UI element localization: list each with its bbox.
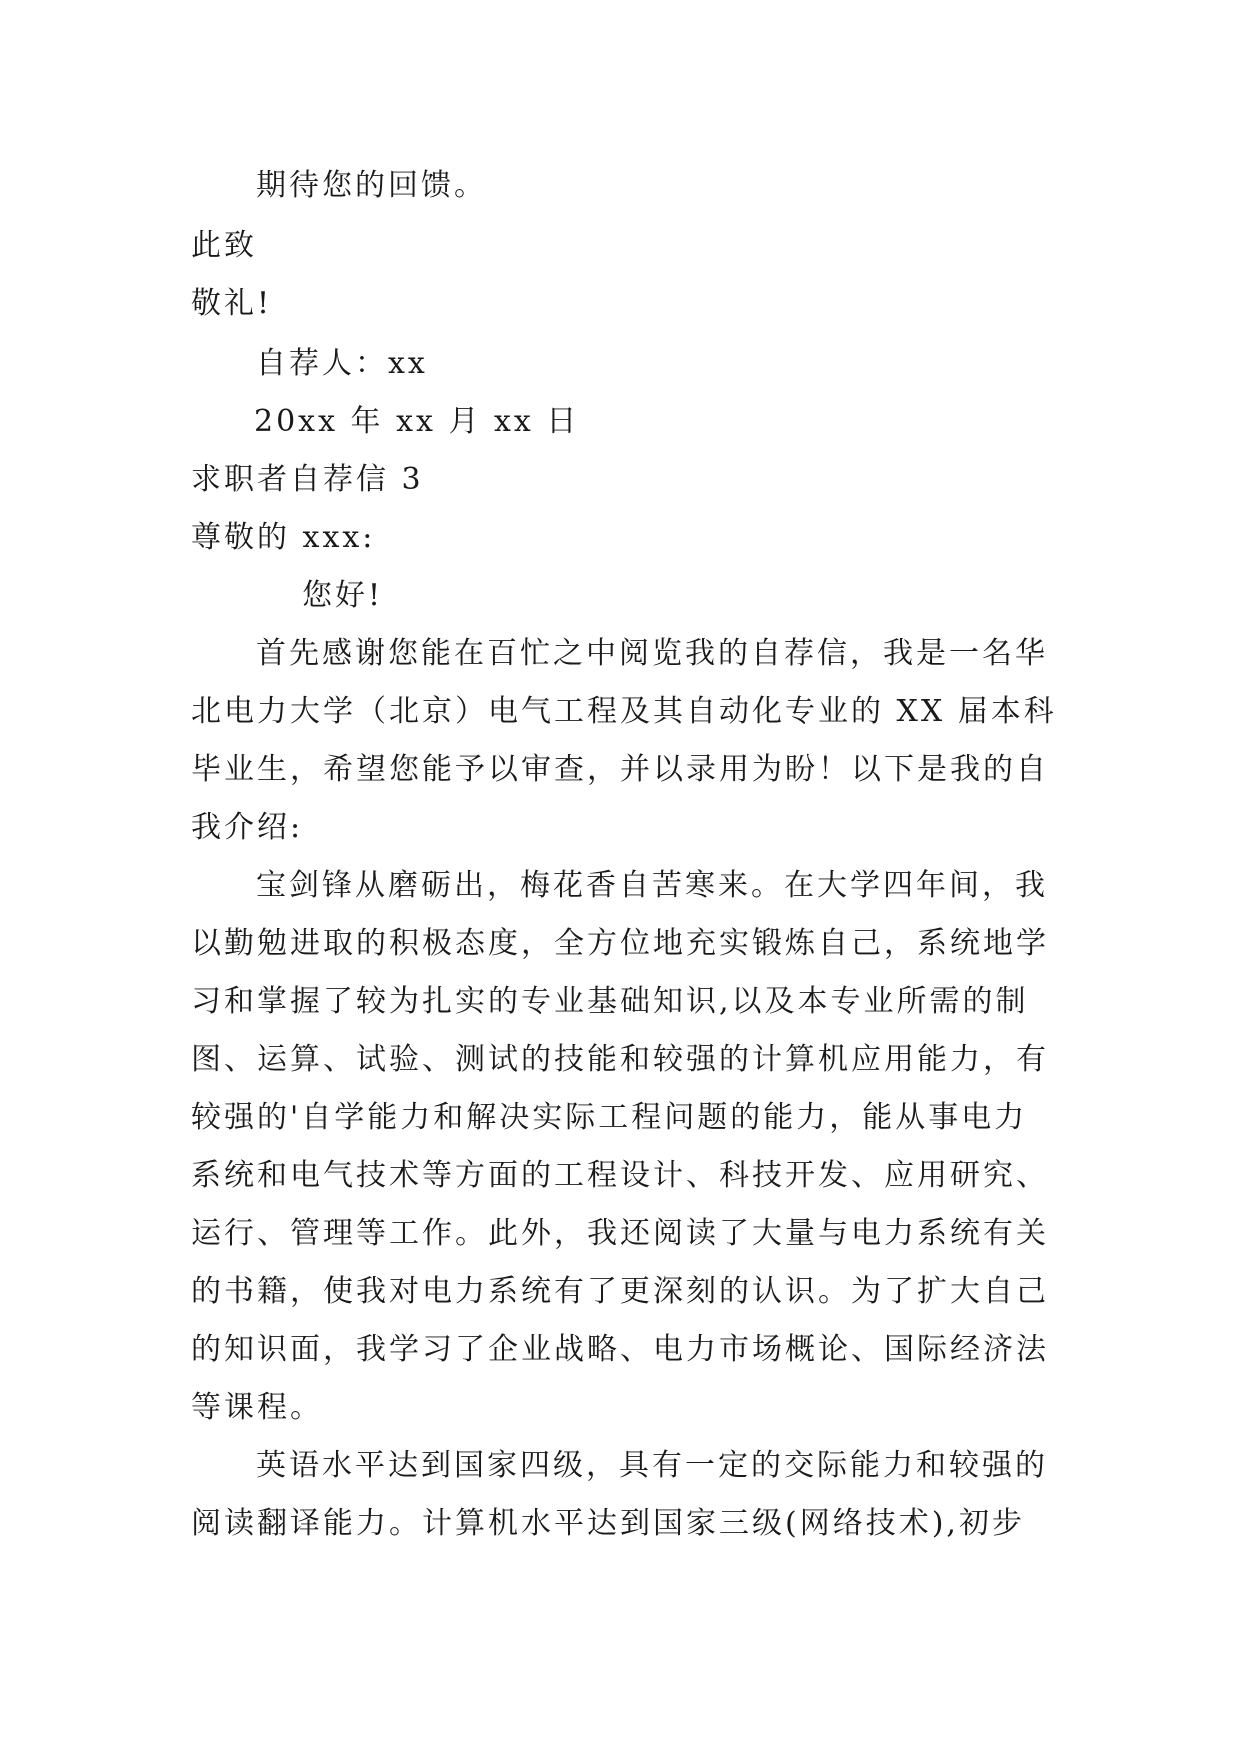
expect-reply-line: 期待您的回馈。 <box>256 168 487 203</box>
letter-title: 求职者自荐信 3 <box>191 462 424 497</box>
paragraph-line: 的书籍，使我对电力系统有了更深刻的认识。为了扩大自己 <box>191 1274 1049 1309</box>
greeting-line: 您好! <box>302 578 384 613</box>
paragraph-line: 北电力大学（北京）电气工程及其自动化专业的 XX 届本科 <box>191 694 1057 729</box>
closing-to-line: 此致 <box>191 228 257 263</box>
paragraph-line: 等课程。 <box>191 1390 323 1425</box>
paragraph-line: 以勤勉进取的积极态度，全方位地充实锻炼自己，系统地学 <box>191 926 1049 961</box>
date-line: 20xx 年 xx 月 xx 日 <box>254 404 580 439</box>
paragraph-line: 的知识面，我学习了企业战略、电力市场概论、国际经济法 <box>191 1332 1049 1367</box>
paragraph-line: 较强的'自学能力和解决实际工程问题的能力，能从事电力 <box>191 1100 1028 1135</box>
paragraph-line: 习和掌握了较为扎实的专业基础知识,以及本专业所需的制 <box>191 984 1029 1019</box>
salutation-line: 尊敬的 xxx: <box>191 520 376 555</box>
paragraph-line: 宝剑锋从磨砺出，梅花香自苦寒来。在大学四年间，我 <box>256 868 1048 903</box>
paragraph-line: 英语水平达到国家四级，具有一定的交际能力和较强的 <box>256 1448 1048 1483</box>
paragraph-line: 运行、管理等工作。此外，我还阅读了大量与电力系统有关 <box>191 1216 1049 1251</box>
paragraph-line: 毕业生，希望您能予以审查，并以录用为盼！以下是我的自 <box>191 752 1049 787</box>
closing-salute-line: 敬礼! <box>191 286 273 321</box>
signer-line: 自荐人：xx <box>256 346 428 381</box>
paragraph-line: 系统和电气技术等方面的工程设计、科技开发、应用研究、 <box>191 1158 1049 1193</box>
paragraph-line: 我介绍: <box>191 810 304 845</box>
paragraph-line: 阅读翻译能力。计算机水平达到国家三级(网络技术),初步 <box>191 1506 1025 1541</box>
paragraph-line: 图、运算、试验、测试的技能和较强的计算机应用能力，有 <box>191 1042 1049 1077</box>
paragraph-line: 首先感谢您能在百忙之中阅览我的自荐信，我是一名华 <box>256 636 1048 671</box>
